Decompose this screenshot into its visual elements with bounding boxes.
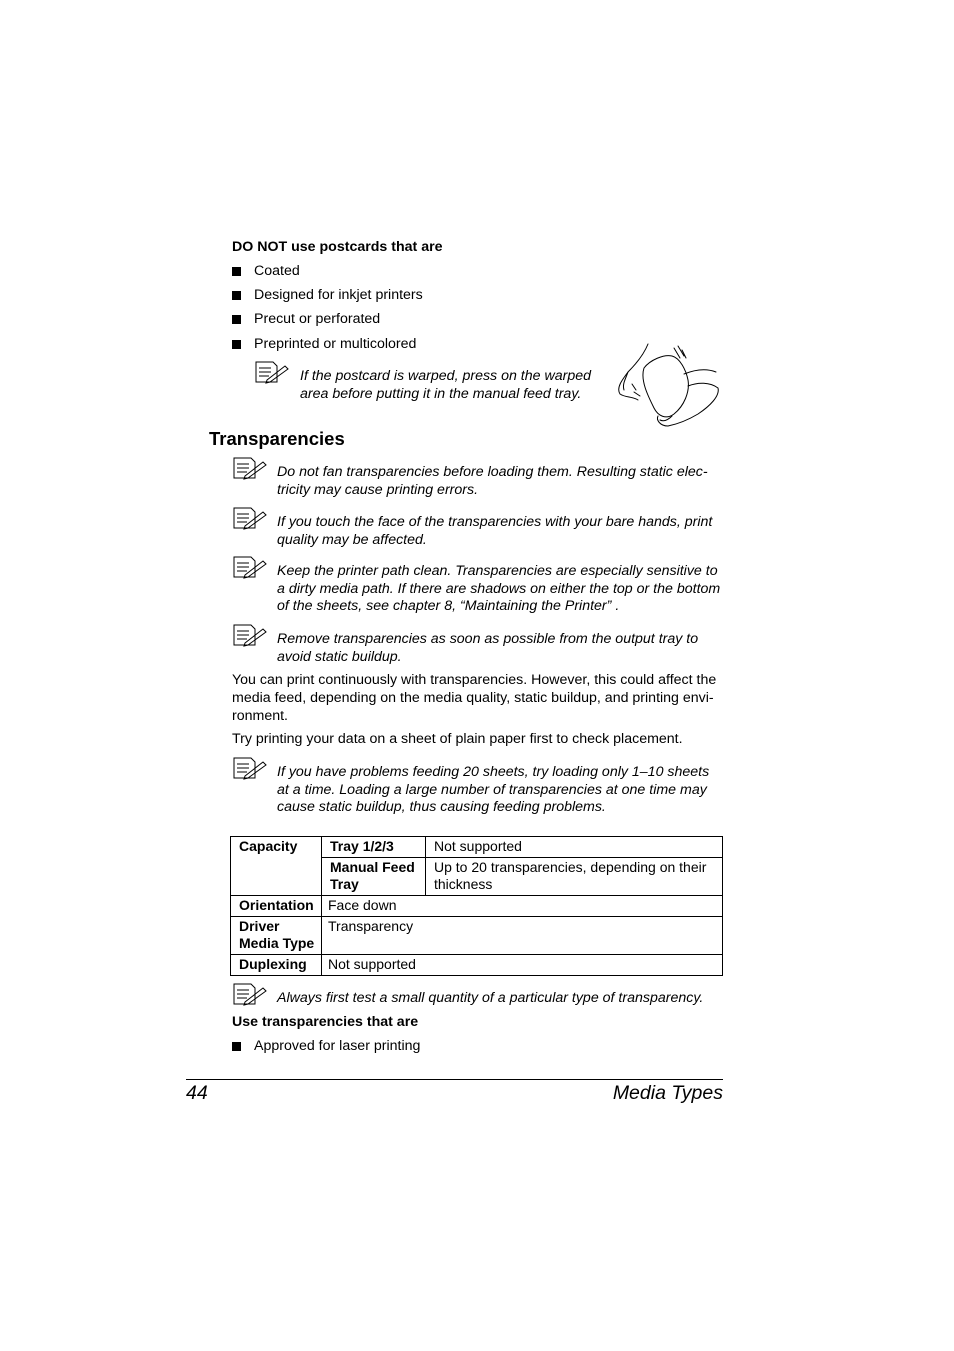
page-number: 44 (186, 1082, 208, 1104)
note-line: If you have problems feeding 20 sheets, try loading only 1–10 sheets (277, 764, 710, 780)
note-pencil-icon (233, 982, 267, 1006)
postcard-note (300, 368, 591, 403)
paragraph (232, 671, 716, 725)
note-line: avoid static buildup. (277, 648, 402, 665)
table-cell: Not supported (426, 837, 723, 858)
list-item-label: Preprinted or multicolored (254, 336, 417, 352)
note-line: a dirty media path. If there are shadows on either the top or the bottom (277, 580, 721, 597)
bullet-square-icon (232, 291, 241, 300)
spec-table (230, 836, 723, 976)
note-line: quality may be affected. (277, 531, 427, 548)
bullet-square-icon (232, 1042, 241, 1051)
bullet-square-icon (232, 267, 241, 276)
table-row (231, 917, 723, 955)
note-pencil-icon (233, 456, 267, 480)
note-line: Keep the printer path clean. Transparencies are especially sensitive to (277, 563, 718, 579)
note-line: If you touch the face of the transparencies with your bare hands, print (277, 514, 713, 530)
bullet-square-icon (232, 340, 241, 349)
footer-divider (186, 1079, 723, 1080)
note-pencil-icon (233, 756, 267, 780)
table-subheader-cell: Tray 1/2/3 (322, 837, 426, 858)
list-item-label: Precut or perforated (254, 311, 381, 327)
note-pencil-icon (233, 555, 267, 579)
note-line: of the sheets, see chapter 8, “Maintaining the Printer” . (277, 598, 620, 614)
table-subheader-cell: Manual Feed Tray (322, 858, 426, 896)
paragraph: Try printing your data on a sheet of plain paper first to check placement. (232, 731, 683, 747)
note (277, 631, 698, 666)
list-item-label: Coated (254, 263, 300, 279)
table-header-cell: Driver Media Type (231, 917, 322, 955)
hands-bending-postcard-illustration (614, 340, 722, 430)
table-header-cell: Orientation (231, 896, 322, 917)
note-pencil-icon (255, 360, 289, 384)
table-cell: Up to 20 transparencies, depending on their thickness (426, 858, 723, 896)
note (277, 464, 708, 499)
note (277, 563, 720, 616)
section-title: Transparencies (209, 428, 345, 449)
table-header-cell: Capacity (231, 837, 322, 896)
postcards-heading: DO NOT use postcards that are (232, 239, 443, 255)
note-line: area before putting it in the manual feed tray. (300, 385, 582, 402)
note-line: If the postcard is warped, press on the warped (300, 368, 592, 384)
note-line: Do not fan transparencies before loading them. Resulting static elec- (277, 464, 708, 480)
table-row (231, 955, 723, 976)
use-heading: Use transparencies that are (232, 1014, 419, 1030)
note-line: at a time. Loading a large number of transparencies at one time may (277, 781, 707, 798)
note: Always first test a small quantity of a particular type of transparency. (277, 990, 704, 1006)
table-row (231, 837, 723, 858)
note-line: tricity may cause printing errors. (277, 481, 479, 498)
table-cell: Transparency (322, 917, 723, 955)
footer-section-title: Media Types (612, 1082, 723, 1104)
table-row (231, 896, 723, 917)
bullet-square-icon (232, 315, 241, 324)
note-pencil-icon (233, 623, 267, 647)
note (277, 514, 712, 549)
list-item-label: Approved for laser printing (254, 1038, 421, 1054)
table-cell: Not supported (322, 955, 723, 976)
note-line: Remove transparencies as soon as possible from the output tray to (277, 631, 699, 647)
note (277, 764, 709, 817)
table-header-cell: Duplexing (231, 955, 322, 976)
note-pencil-icon (233, 506, 267, 530)
paragraph-line: ronment. (232, 708, 288, 724)
list-item-label: Designed for inkjet printers (254, 287, 423, 303)
paragraph-line: media feed, depending on the media quality, static buildup, and printing envi- (232, 690, 714, 706)
paragraph-line: You can print continuously with transparencies. However, this could affect the (232, 672, 717, 688)
table-cell: Face down (322, 896, 723, 917)
note-line: cause static buildup, thus causing feeding problems. (277, 799, 606, 815)
